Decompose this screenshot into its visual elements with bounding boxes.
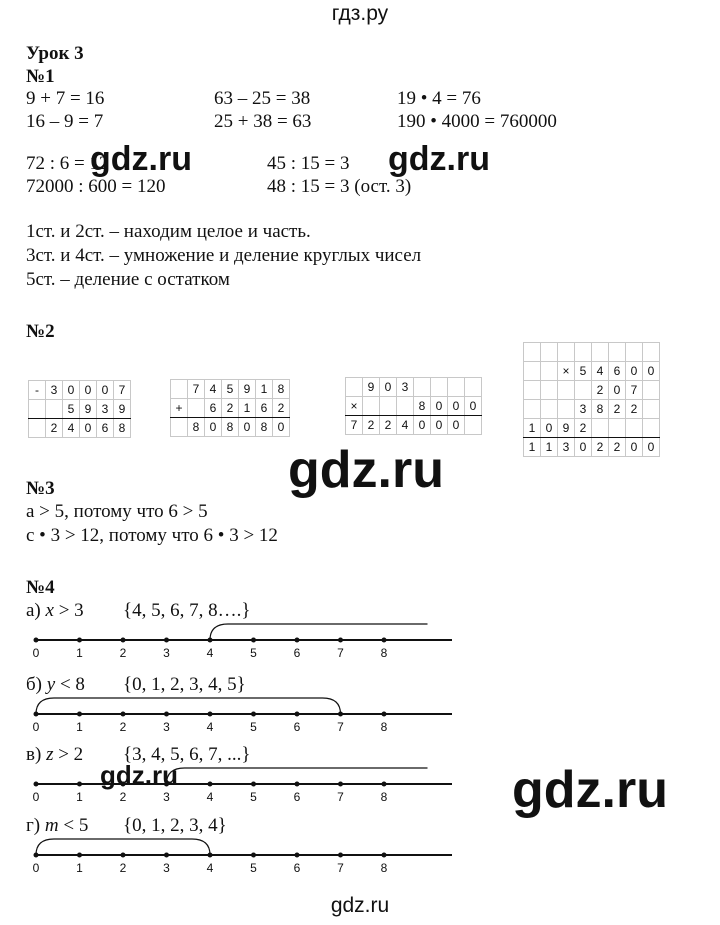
- grid-cell: 1: [524, 438, 541, 457]
- task2-label: №2: [26, 321, 55, 342]
- grid-cell: [188, 399, 205, 418]
- tick-label: 7: [337, 646, 344, 660]
- grid-cell: 9: [239, 380, 256, 399]
- solution-arc: [36, 698, 341, 714]
- tick-label: 4: [206, 646, 214, 660]
- grid-cell: 1: [256, 380, 273, 399]
- grid-cell: 2: [575, 419, 592, 438]
- grid-cell: 0: [380, 378, 397, 397]
- grid-cell: [448, 378, 465, 397]
- tick-point: [164, 712, 169, 717]
- grid-cell: +: [171, 399, 188, 418]
- grid-cell: 5: [222, 380, 239, 399]
- watermark: gdz.ru: [90, 140, 192, 178]
- watermark: gdz.ru: [388, 140, 490, 178]
- tick-label: 6: [293, 861, 301, 875]
- grid-cell: [414, 378, 431, 397]
- grid-cell: 5: [63, 400, 80, 419]
- grid-cell: [541, 362, 558, 381]
- tick-label: 8: [380, 861, 388, 875]
- inequality-var: m: [44, 815, 59, 836]
- task1-note: 5ст. – деление с остатком: [26, 269, 230, 290]
- grid-cell: 0: [205, 418, 222, 437]
- grid-cell: 8: [256, 418, 273, 437]
- grid-cell: [626, 419, 643, 438]
- solution-set: {0, 1, 2, 3, 4}: [123, 815, 227, 836]
- tick-point: [295, 853, 300, 858]
- grid-cell: 1: [524, 419, 541, 438]
- tick-point: [338, 853, 343, 858]
- grid-cell: 3: [558, 438, 575, 457]
- grid-cell: 4: [63, 419, 80, 438]
- number-line: [0, 618, 460, 662]
- grid-cell: [524, 381, 541, 400]
- inequality-prefix: в): [26, 744, 47, 765]
- grid-cell: 8: [114, 419, 131, 438]
- grid-cell: 0: [80, 419, 97, 438]
- grid-cell: 2: [363, 416, 380, 435]
- task3-line: с • 3 > 12, потому что 6 • 3 > 12: [26, 525, 278, 546]
- grid-cell: [346, 378, 363, 397]
- grid-cell: 2: [609, 400, 626, 419]
- grid-cell: 0: [239, 418, 256, 437]
- grid-cell: [397, 397, 414, 416]
- tick-point: [251, 782, 256, 787]
- grid-cell: 0: [448, 416, 465, 435]
- tick-point: [251, 712, 256, 717]
- tick-point: [77, 712, 82, 717]
- grid-cell: 2: [592, 438, 609, 457]
- tick-label: 2: [119, 861, 127, 875]
- tick-label: 4: [206, 790, 214, 804]
- task1-expr: 19 • 4 = 76: [397, 88, 481, 109]
- tick-label: 1: [76, 646, 83, 660]
- grid-cell: 3: [397, 378, 414, 397]
- inequality-rel: > 3: [53, 600, 84, 621]
- watermark: gdz.ru: [100, 760, 178, 790]
- tick-label: 6: [293, 646, 301, 660]
- grid-cell: [363, 397, 380, 416]
- inequality-rel: > 2: [53, 744, 84, 765]
- watermark: gdz.ru: [288, 441, 444, 499]
- grid-cell: 4: [397, 416, 414, 435]
- tick-label: 3: [163, 790, 170, 804]
- tick-label: 1: [76, 790, 83, 804]
- grid-cell: [171, 380, 188, 399]
- tick-label: 0: [32, 861, 40, 875]
- grid-cell: 0: [626, 438, 643, 457]
- tick-label: 2: [119, 720, 127, 734]
- grid-cell: 0: [431, 416, 448, 435]
- inequality-rel: < 8: [55, 674, 85, 695]
- tick-label: 8: [380, 720, 388, 734]
- tick-label: 5: [250, 861, 257, 875]
- tick-label: 7: [337, 720, 344, 734]
- grid-cell: [541, 400, 558, 419]
- tick-label: 8: [380, 790, 388, 804]
- task1-expr: 72 : 6 = 12: [26, 153, 109, 174]
- tick-label: 5: [250, 720, 257, 734]
- tick-point: [77, 638, 82, 643]
- grid-cell: [575, 343, 592, 362]
- grid-cell: 8: [222, 418, 239, 437]
- task1-expr: 9 + 7 = 16: [26, 88, 105, 109]
- addition-grid: [170, 379, 290, 437]
- task1-expr: 63 – 25 = 38: [214, 88, 311, 109]
- tick-label: 4: [206, 720, 214, 734]
- grid-cell: 0: [414, 416, 431, 435]
- tick-label: 2: [119, 790, 127, 804]
- grid-cell: [524, 400, 541, 419]
- grid-cell: [541, 381, 558, 400]
- watermark: gdz.ru: [512, 761, 668, 819]
- grid-cell: [29, 400, 46, 419]
- grid-cell: 0: [575, 438, 592, 457]
- tick-label: 3: [163, 861, 170, 875]
- grid-cell: ×: [558, 362, 575, 381]
- grid-cell: 9: [114, 400, 131, 419]
- grid-cell: [609, 419, 626, 438]
- tick-point: [382, 712, 387, 717]
- task3-label: №3: [26, 478, 55, 499]
- tick-label: 6: [293, 790, 301, 804]
- tick-label: 0: [32, 720, 40, 734]
- tick-label: 3: [163, 646, 170, 660]
- tick-label: 5: [250, 790, 257, 804]
- grid-cell: 8: [273, 380, 290, 399]
- grid-cell: 0: [626, 362, 643, 381]
- tick-point: [77, 782, 82, 787]
- tick-point: [382, 853, 387, 858]
- task1-expr: 25 + 38 = 63: [214, 111, 312, 132]
- grid-cell: 8: [414, 397, 431, 416]
- grid-cell: [380, 397, 397, 416]
- tick-point: [251, 638, 256, 643]
- grid-cell: 0: [541, 419, 558, 438]
- grid-cell: 8: [188, 418, 205, 437]
- grid-cell: [643, 343, 660, 362]
- grid-cell: 3: [575, 400, 592, 419]
- task1-expr: 45 : 15 = 3: [267, 153, 350, 174]
- subtraction-grid: [28, 380, 131, 438]
- number-line: [0, 692, 460, 736]
- tick-label: 1: [76, 720, 83, 734]
- grid-cell: 6: [256, 399, 273, 418]
- tick-point: [208, 712, 213, 717]
- tick-point: [382, 782, 387, 787]
- tick-point: [382, 638, 387, 643]
- tick-label: 3: [163, 720, 170, 734]
- grid-cell: [465, 416, 482, 435]
- grid-cell: [643, 419, 660, 438]
- grid-cell: 5: [575, 362, 592, 381]
- inequality-var: x: [45, 600, 54, 621]
- tick-label: 7: [337, 861, 344, 875]
- tick-point: [77, 853, 82, 858]
- solution-arc: [210, 624, 428, 640]
- inequality-prefix: б): [26, 674, 47, 695]
- grid-cell: 2: [380, 416, 397, 435]
- grid-cell: ×: [346, 397, 363, 416]
- task1-expr: 190 • 4000 = 760000: [397, 111, 557, 132]
- grid-cell: [609, 343, 626, 362]
- task1-expr: 48 : 15 = 3 (ост. 3): [267, 176, 412, 197]
- tick-point: [164, 853, 169, 858]
- grid-cell: [592, 419, 609, 438]
- tick-label: 1: [76, 861, 83, 875]
- tick-label: 6: [293, 720, 301, 734]
- tick-point: [338, 782, 343, 787]
- solution-set: {3, 4, 5, 6, 7, ...}: [123, 744, 251, 765]
- tick-label: 8: [380, 646, 388, 660]
- inequality-var: y: [46, 674, 56, 695]
- grid-cell: [29, 419, 46, 438]
- multiplication-grid-1: [345, 377, 482, 435]
- grid-cell: 2: [592, 381, 609, 400]
- grid-cell: [575, 381, 592, 400]
- grid-cell: 0: [448, 397, 465, 416]
- grid-cell: [465, 378, 482, 397]
- grid-cell: 2: [46, 419, 63, 438]
- grid-cell: 9: [363, 378, 380, 397]
- tick-label: 0: [32, 790, 40, 804]
- grid-cell: [558, 343, 575, 362]
- inequality-prefix: г): [26, 815, 45, 836]
- grid-cell: [541, 343, 558, 362]
- task3-line: а > 5, потому что 6 > 5: [26, 501, 208, 522]
- grid-cell: 0: [97, 381, 114, 400]
- task1-note: 3ст. и 4ст. – умножение и деление круглых чисел: [26, 245, 422, 266]
- grid-cell: 1: [541, 438, 558, 457]
- grid-cell: 3: [46, 381, 63, 400]
- site-footer: gdz.ru: [330, 894, 390, 917]
- site-header: гдз.ру: [331, 2, 389, 25]
- solution-set: {4, 5, 6, 7, 8….}: [123, 600, 251, 621]
- grid-cell: 2: [609, 438, 626, 457]
- grid-cell: -: [29, 381, 46, 400]
- grid-cell: [592, 343, 609, 362]
- tick-point: [208, 782, 213, 787]
- tick-point: [121, 712, 126, 717]
- grid-cell: 2: [273, 399, 290, 418]
- grid-cell: 4: [205, 380, 222, 399]
- tick-point: [34, 638, 39, 643]
- grid-cell: 4: [592, 362, 609, 381]
- tick-point: [338, 638, 343, 643]
- grid-cell: 6: [97, 419, 114, 438]
- grid-cell: 0: [609, 381, 626, 400]
- lesson-title: Урок 3: [26, 43, 84, 64]
- solution-set: {0, 1, 2, 3, 4, 5}: [123, 674, 246, 695]
- grid-cell: [558, 381, 575, 400]
- grid-cell: [524, 343, 541, 362]
- grid-cell: 0: [643, 362, 660, 381]
- grid-cell: [643, 400, 660, 419]
- multiplication-grid-2: [523, 342, 660, 457]
- tick-label: 4: [206, 861, 214, 875]
- task1-label: №1: [26, 66, 55, 87]
- tick-label: 7: [337, 790, 344, 804]
- grid-cell: [46, 400, 63, 419]
- grid-cell: 0: [273, 418, 290, 437]
- grid-cell: 2: [626, 400, 643, 419]
- tick-point: [295, 782, 300, 787]
- tick-point: [295, 638, 300, 643]
- task1-expr: 72000 : 600 = 120: [26, 176, 166, 197]
- tick-point: [295, 712, 300, 717]
- grid-cell: 9: [80, 400, 97, 419]
- grid-cell: 3: [97, 400, 114, 419]
- number-line: [0, 833, 460, 877]
- tick-point: [164, 638, 169, 643]
- grid-cell: 7: [114, 381, 131, 400]
- grid-cell: [431, 378, 448, 397]
- inequality-rel: < 5: [58, 815, 89, 836]
- tick-point: [251, 853, 256, 858]
- grid-cell: 6: [609, 362, 626, 381]
- grid-cell: 2: [222, 399, 239, 418]
- grid-cell: 1: [239, 399, 256, 418]
- inequality-var: z: [46, 744, 54, 765]
- grid-cell: 0: [431, 397, 448, 416]
- grid-cell: [171, 418, 188, 437]
- grid-cell: 0: [465, 397, 482, 416]
- grid-cell: 8: [592, 400, 609, 419]
- tick-point: [121, 853, 126, 858]
- tick-label: 5: [250, 646, 257, 660]
- grid-cell: 0: [643, 438, 660, 457]
- grid-cell: [626, 343, 643, 362]
- grid-cell: 6: [205, 399, 222, 418]
- grid-cell: 7: [346, 416, 363, 435]
- tick-point: [121, 638, 126, 643]
- grid-cell: [558, 400, 575, 419]
- task1-note: 1ст. и 2ст. – находим целое и часть.: [26, 221, 311, 242]
- grid-cell: [643, 381, 660, 400]
- inequality-prefix: а): [26, 600, 46, 621]
- grid-cell: 9: [558, 419, 575, 438]
- tick-point: [34, 782, 39, 787]
- task4-label: №4: [26, 577, 55, 598]
- grid-cell: 0: [63, 381, 80, 400]
- tick-label: 2: [119, 646, 127, 660]
- grid-cell: 0: [80, 381, 97, 400]
- grid-cell: [524, 362, 541, 381]
- number-line: [0, 762, 460, 806]
- grid-cell: 7: [626, 381, 643, 400]
- tick-label: 0: [32, 646, 40, 660]
- grid-cell: 7: [188, 380, 205, 399]
- task1-expr: 16 – 9 = 7: [26, 111, 104, 132]
